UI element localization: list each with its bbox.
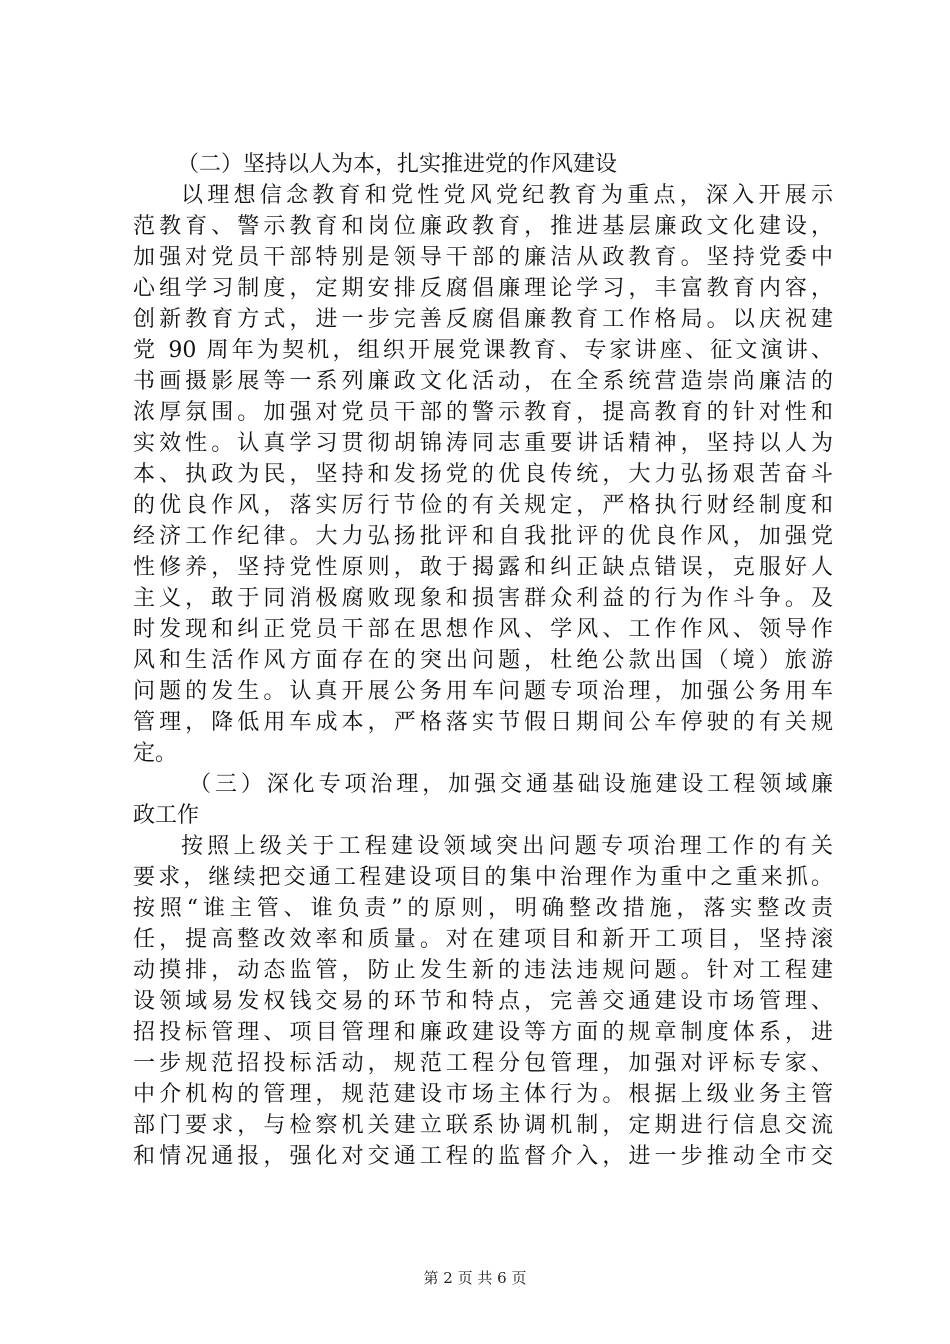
paragraph-line: 任，提高整改效率和质量。对在建项目和新开工项目，坚持滚 xyxy=(133,927,833,952)
paragraph-line: 定。 xyxy=(133,741,178,766)
page-number-footer: 第 2 页 共 6 页 xyxy=(423,1269,527,1287)
paragraph-line: 问题的发生。认真开展公务用车问题专项治理，加强公务用车 xyxy=(133,679,833,704)
document-body xyxy=(133,149,833,1172)
section-heading-continued: 政工作 xyxy=(133,803,200,828)
paragraph-line: 书画摄影展等一系列廉政文化活动，在全系统营造崇尚廉洁的 xyxy=(133,369,833,394)
paragraph-line: 和情况通报，强化对交通工程的监督介入，进一步推动全市交 xyxy=(133,1144,833,1169)
paragraph-line: 要求，继续把交通工程建设项目的集中治理作为重中之重来抓。 xyxy=(133,865,833,890)
section-heading: （三）深化专项治理，加强交通基础设施建设工程领域廉 xyxy=(189,772,833,797)
paragraph-line: 按照上级关于工程建设领域突出问题专项治理工作的有关 xyxy=(181,834,833,859)
paragraph-line: 管理，降低用车成本，严格落实节假日期间公车停驶的有关规 xyxy=(133,710,833,735)
paragraph-line: 本、执政为民，坚持和发扬党的优良传统，大力弘扬艰苦奋斗 xyxy=(133,462,833,487)
section-heading: （二）坚持以人为本，扎实推进党的作风建设 xyxy=(177,152,618,177)
paragraph-line: 主义，敢于同消极腐败现象和损害群众利益的行为作斗争。及 xyxy=(133,586,833,611)
paragraph-line: 按照“谁主管、谁负责”的原则，明确整改措施，落实整改责 xyxy=(133,896,833,921)
paragraph-line: 时发现和纠正党员干部在思想作风、学风、工作作风、领导作 xyxy=(133,617,833,642)
paragraph-line: 范教育、警示教育和岗位廉政教育，推进基层廉政文化建设， xyxy=(133,214,833,239)
paragraph-line: 招投标管理、项目管理和廉政建设等方面的规章制度体系，进 xyxy=(133,1020,833,1045)
paragraph-line: 浓厚氛围。加强对党员干部的警示教育，提高教育的针对性和 xyxy=(133,400,833,425)
paragraph-line: 性修养，坚持党性原则，敢于揭露和纠正缺点错误，克服好人 xyxy=(133,555,833,580)
paragraph-line: 创新教育方式，进一步完善反腐倡廉教育工作格局。以庆祝建 xyxy=(133,307,833,332)
paragraph-line: 党 90 周年为契机，组织开展党课教育、专家讲座、征文演讲、 xyxy=(133,338,833,363)
paragraph-line: 中介机构的管理，规范建设市场主体行为。根据上级业务主管 xyxy=(133,1082,833,1107)
paragraph-line: 风和生活作风方面存在的突出问题，杜绝公款出国（境）旅游 xyxy=(133,648,833,673)
paragraph-line: 以理想信念教育和党性党风党纪教育为重点，深入开展示 xyxy=(181,183,833,208)
paragraph-line: 经济工作纪律。大力弘扬批评和自我批评的优良作风，加强党 xyxy=(133,524,833,549)
paragraph-line: 动摸排，动态监管，防止发生新的违法违规问题。针对工程建 xyxy=(133,958,833,983)
paragraph-line: 一步规范招投标活动，规范工程分包管理，加强对评标专家、 xyxy=(133,1051,833,1076)
paragraph-line: 心组学习制度，定期安排反腐倡廉理论学习，丰富教育内容， xyxy=(133,276,833,301)
paragraph-line: 设领域易发权钱交易的环节和特点，完善交通建设市场管理、 xyxy=(133,989,833,1014)
paragraph-line: 部门要求，与检察机关建立联系协调机制，定期进行信息交流 xyxy=(133,1113,833,1138)
paragraph-line: 的优良作风，落实厉行节俭的有关规定，严格执行财经制度和 xyxy=(133,493,833,518)
paragraph-line: 实效性。认真学习贯彻胡锦涛同志重要讲话精神，坚持以人为 xyxy=(133,431,833,456)
paragraph-line: 加强对党员干部特别是领导干部的廉洁从政教育。坚持党委中 xyxy=(133,245,833,270)
